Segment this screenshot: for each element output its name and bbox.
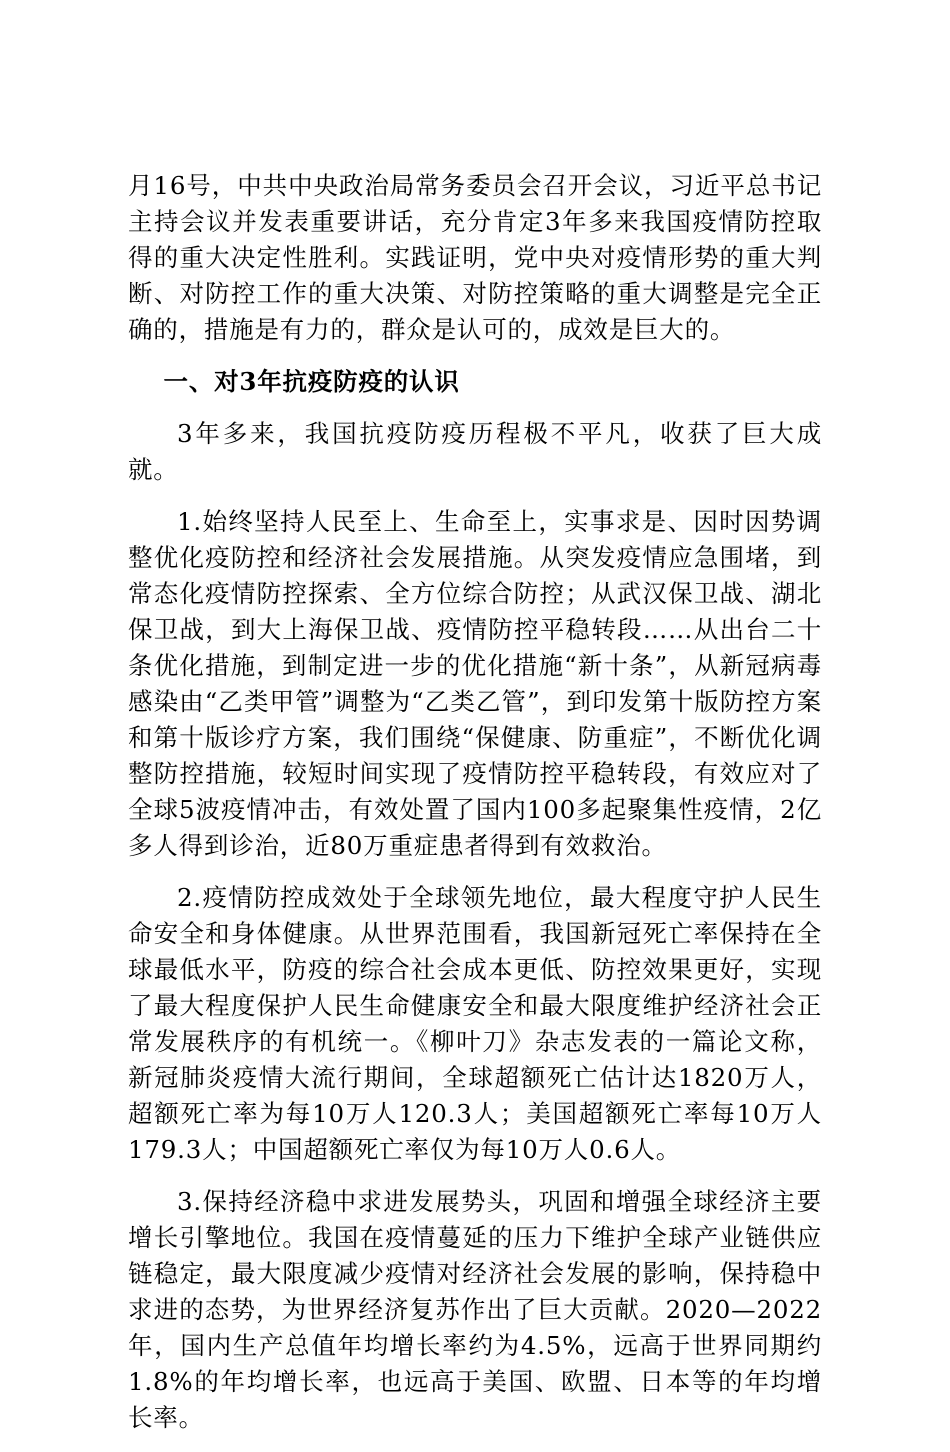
paragraph-point-1: 1.始终坚持人民至上、生命至上，实事求是、因时因势调整优化疫防控和经济社会发展措施。从突发疫情应急围堵，到常态化疫情防控探索、全方位综合防控；从武汉保卫战、湖北保卫战，到大上海保卫战、疫情防控平稳转段……从出台二十条优化措施，到制定进一步的优化措施“新十条”，从新冠病毒感染由“乙类甲管”调整为“乙类乙管”，到印发第十版防控方案和第十版诊疗方案，我们围绕“保健康、防重症”，不断优化调整防控措施，较短时间实现了疫情防控平稳转段，有效应对了全球5波疫情冲击，有效处置了国内100多起聚集性疫情，2亿多人得到诊治，近80万重症患者得到有效救治。 [128, 507, 822, 860]
paragraph-point-3: 3.保持经济稳中求进发展势头，巩固和增强全球经济主要增长引擎地位。我国在疫情蔓延的压力下维护全球产业链供应链稳定，最大限度减少疫情对经济社会发展的影响，保持稳中求进的态势，为世界经济复苏作出了巨大贡献。2020—2022年，国内生产总值年均增长率约为4.5%，远高于世界同期约1.8%的年均增长率，也远高于美国、欧盟、日本等的年均增长率。 [128, 1187, 822, 1432]
document-body [128, 168, 822, 1452]
section-heading: 一、对3年抗疫防疫的认识 [163, 367, 460, 396]
paragraph-point-2: 2.疫情防控成效处于全球领先地位，最大程度守护人民生命安全和身体健康。从世界范围看，我国新冠死亡率保持在全球最低水平，防疫的综合社会成本更低、防控效果更好，实现了最大程度保护人民生命健康安全和最大限度维护经济社会正常发展秩序的有机统一。《柳叶刀》杂志发表的一篇论文称，新冠肺炎疫情大流行期间，全球超额死亡估计达1820万人，超额死亡率为每10万人120.3人；美国超额死亡率每10万人179.3人；中国超额死亡率仅为每10万人0.6人。 [128, 883, 822, 1164]
paragraph-summary: 3年多来，我国抗疫防疫历程极不平凡，收获了巨大成就。 [128, 419, 822, 484]
paragraph-intro: 月16号，中共中央政治局常务委员会召开会议，习近平总书记主持会议并发表重要讲话，充分肯定3年多来我国疫情防控取得的重大决定性胜利。实践证明，党中央对疫情形势的重大判断、对防控工作的重大决策、对防控策略的重大调整是完全正确的，措施是有力的，群众是认可的，成效是巨大的。 [128, 171, 822, 344]
